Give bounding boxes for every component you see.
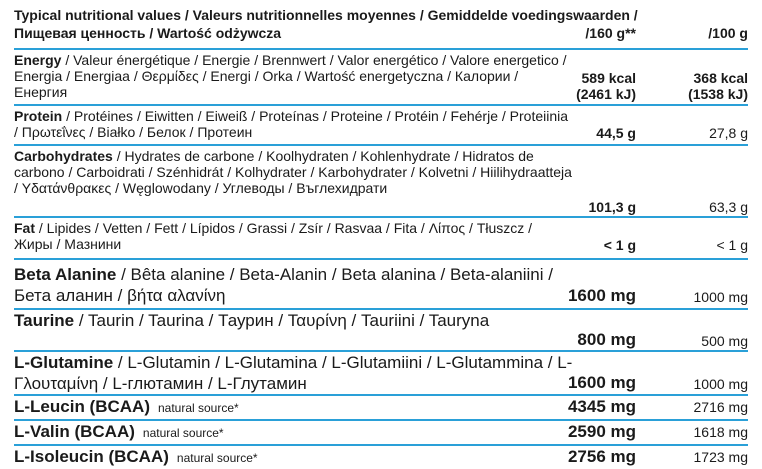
value-per-serving: 1600 mg [567, 286, 636, 305]
value-per-100g: < 1 g [716, 237, 748, 253]
row-names [14, 421, 574, 444]
table-row-carbohydrates [14, 148, 748, 215]
table-row-fat [14, 220, 748, 252]
table-row-l-leucin [14, 396, 748, 419]
row-names [14, 396, 574, 419]
row-names [14, 52, 574, 100]
divider [14, 216, 748, 218]
row-names [14, 310, 574, 331]
value-per-serving: < 1 g [603, 237, 636, 253]
row-translations: / Lipides / Vetten / Fett / Lípidos / Grassi / Zsír / Rasvaa / Fita / Λίπος / Tłuszcz / Жиры / Мазнини [14, 220, 533, 252]
value-per-serving: 2590 mg [567, 422, 636, 441]
row-names [14, 264, 574, 306]
row-translations: / Hydrates de carbone / Koolhydraten / Kohlenhydrate / Hidratos de carbono / Carboidrati / Szénhidrát / Kolhydrater / Karbohydrater / Kolvetni / Hiilihydraatteja / Υδατάνθρακες / Węglowodany / Углеводы / Въглехидрати [14, 148, 572, 196]
value-per-100g: 1000 mg [693, 289, 748, 305]
row-names [14, 148, 574, 196]
row-translations: / Protéines / Eiwitten / Eiweiß / Proteínas / Proteine / Protéin / Fehérje / Proteiinia / Πρωτεΐνες / Białko / Белок / Протеин [14, 108, 569, 140]
value-per-100g: 1618 mg [693, 424, 748, 440]
row-source-note: natural source* [142, 426, 224, 440]
row-names [14, 446, 574, 469]
table-header [14, 6, 748, 42]
table-row-protein [14, 108, 748, 140]
row-translations: / Bêta alanine / Beta-Alanin / Beta alanina / Beta-alaniini / Бета аланин / βήτα αλανίνη [14, 265, 553, 305]
value-per-100g: 63,3 g [709, 199, 748, 215]
header-per-serving: /160 g** [585, 25, 636, 41]
value-per-100g: 2716 mg [693, 399, 748, 415]
value-per-serving: 44,5 g [596, 125, 636, 141]
row-source-note: natural source* [176, 451, 258, 465]
divider [14, 48, 748, 50]
table-row-taurine [14, 310, 748, 349]
table-row-l-valin [14, 421, 748, 444]
table-row-l-isoleucin [14, 446, 748, 469]
row-translations: / L-Glutamin / L-Glutamina / L-Glutamiini / L-Glutammina / L-Γλουταμίνη / L-глютамин / L-Глутамин [14, 353, 573, 393]
row-name: Taurine [14, 311, 75, 330]
table-row-energy [14, 52, 748, 100]
table-row-beta-alanine [14, 264, 748, 306]
row-name: Fat [14, 220, 35, 236]
value-per-serving: 800 mg [577, 330, 636, 349]
row-source-note: natural source* [157, 401, 239, 415]
divider [14, 258, 748, 260]
table-row-l-glutamine [14, 352, 748, 394]
row-translations: / Taurin / Taurina / Таурин / Ταυρίνη / Tauriini / Tauryna [74, 311, 490, 330]
value-per-serving: 2756 mg [567, 447, 636, 466]
value-per-serving: 589 kcal (2461 kJ) [576, 70, 636, 102]
value-per-serving: 101,3 g [588, 199, 636, 215]
header-title-line2 [14, 24, 748, 42]
header-title-line1: Typical nutritional values / Valeurs nutritionnelles moyennes / Gemiddelde voedingswaarden / [14, 7, 638, 23]
divider [14, 104, 748, 106]
divider [14, 144, 748, 146]
row-translations: / Valeur énergétique / Energie / Brennwert / Valor energético / Valore energetico / Energia / Energiaa / Θερμίδες / Energi / Orka / Wartość energetyczna / Калории / Енергия [14, 52, 567, 100]
header-per-100g: /100 g [708, 25, 748, 41]
row-name: L-Glutamine [14, 353, 114, 372]
row-names [14, 220, 574, 252]
row-name: Protein [14, 108, 63, 124]
row-names [14, 352, 574, 394]
row-name: L-Valin (BCAA) [14, 422, 135, 441]
value-per-100g: 368 kcal (1538 kJ) [688, 70, 748, 102]
header-title-line2-text: Пищевая ценность / Wartość odżywcza [14, 25, 282, 41]
row-name: L-Isoleucin (BCAA) [14, 447, 169, 466]
value-per-100g: 27,8 g [709, 125, 748, 141]
row-name: L-Leucin (BCAA) [14, 397, 150, 416]
row-name: Beta Alanine [14, 265, 117, 284]
value-per-100g: 1000 mg [693, 376, 748, 392]
value-per-100g: 1723 mg [693, 449, 748, 465]
row-name: Carbohydrates [14, 148, 113, 164]
value-per-100g: 500 mg [701, 333, 748, 349]
value-per-serving: 4345 mg [567, 397, 636, 416]
row-names [14, 108, 574, 140]
value-per-serving: 1600 mg [567, 373, 636, 392]
row-name: Energy [14, 52, 62, 68]
